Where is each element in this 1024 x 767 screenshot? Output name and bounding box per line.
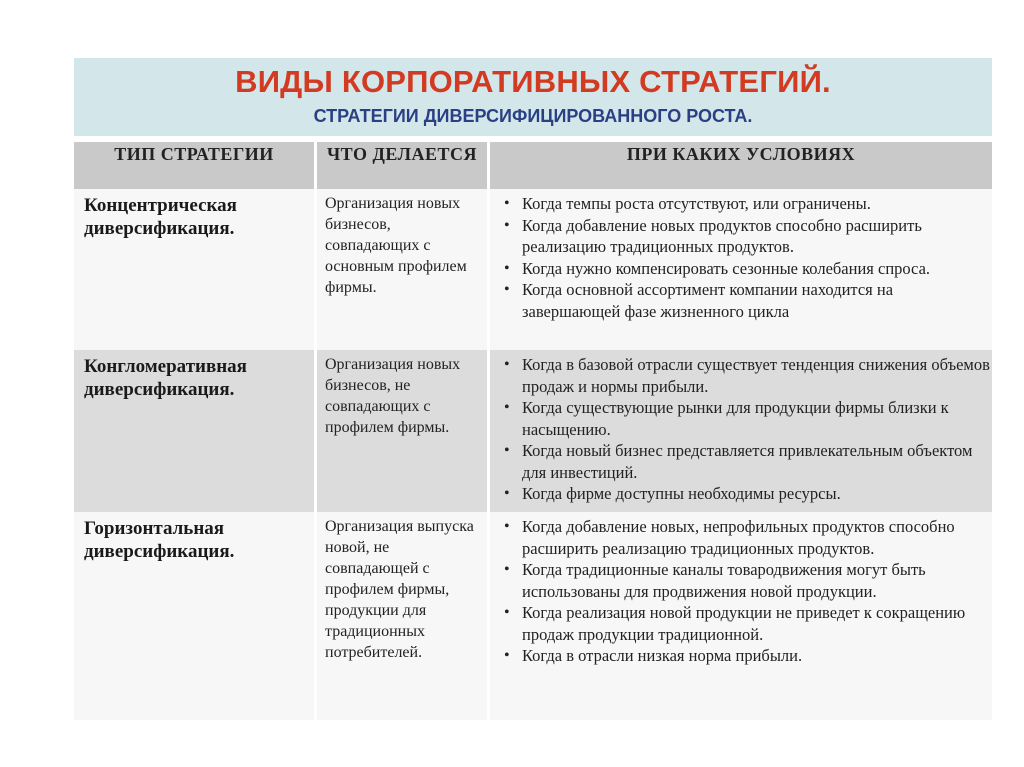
condition-item: • Когда в базовой отрасли существует тенденция снижения объемов продаж и нормы прибыли. [498,354,990,397]
condition-item: • Когда добавление новых, непрофильных продуктов способно расширить реализацию традиционных продуктов. [498,516,990,559]
strategy-what-text: Организация новых бизнесов, совпадающих с основным профилем фирмы. [325,195,467,296]
condition-item: • Когда традиционные каналы товародвижения могут быть использованы для продвижения новой продукции. [498,559,990,602]
conditions-cell [490,512,992,720]
what-cell [317,189,490,350]
slide-title: ВИДЫ КОРПОРАТИВНЫХ СТРАТЕГИЙ. [235,64,831,99]
strategy-what-text: Организация новых бизнесов, не совпадающих с профилем фирмы. [325,356,461,436]
conditions-list [490,512,992,667]
what-cell [317,350,490,512]
table-header-row [74,142,992,189]
table-row [74,350,992,512]
strategy-type-name: Концентрическая диверсификация. [84,195,237,239]
strategy-type-name: Конгломеративная диверсификация. [84,356,247,400]
condition-item: • Когда существующие рынки для продукции фирмы близки к насыщению. [498,397,990,440]
type-cell [74,512,317,720]
type-cell [74,350,317,512]
type-cell [74,189,317,350]
table-row [74,189,992,350]
strategy-type-name: Горизонтальная диверсификация. [84,518,235,562]
condition-item: • Когда основной ассортимент компании находится на завершающей фазе жизненного цикла [498,279,990,322]
condition-item: • Когда в отрасли низкая норма прибыли. [498,645,990,667]
conditions-list [490,189,992,322]
condition-item: • Когда фирме доступны необходимы ресурсы. [498,483,990,505]
conditions-list [490,350,992,505]
conditions-cell [490,350,992,512]
condition-item: • Когда реализация новой продукции не приведет к сокращению продаж продукции традиционной. [498,602,990,645]
condition-item: • Когда добавление новых продуктов способно расширить реализацию традиционных продуктов. [498,215,990,258]
strategy-table [74,142,992,720]
strategy-what-text: Организация выпуска новой, не совпадающей с профилем фирмы, продукции для традиционных потребителей. [325,518,474,661]
column-header-conditions: ПРИ КАКИХ УСЛОВИЯХ [490,142,992,189]
condition-item: • Когда нужно компенсировать сезонные колебания спроса. [498,258,990,280]
slide-subtitle: СТРАТЕГИИ ДИВЕРСИФИЦИРОВАННОГО РОСТА. [313,106,753,126]
what-cell [317,512,490,720]
conditions-cell [490,189,992,350]
condition-item: • Когда новый бизнес представляется привлекательным объектом для инвестиций. [498,440,990,483]
slide-header [74,58,992,136]
column-header-what: ЧТО ДЕЛАЕТСЯ [317,142,490,189]
column-header-type: ТИП СТРАТЕГИИ [74,142,317,189]
condition-item: • Когда темпы роста отсутствуют, или ограничены. [498,193,990,215]
table-row [74,512,992,720]
